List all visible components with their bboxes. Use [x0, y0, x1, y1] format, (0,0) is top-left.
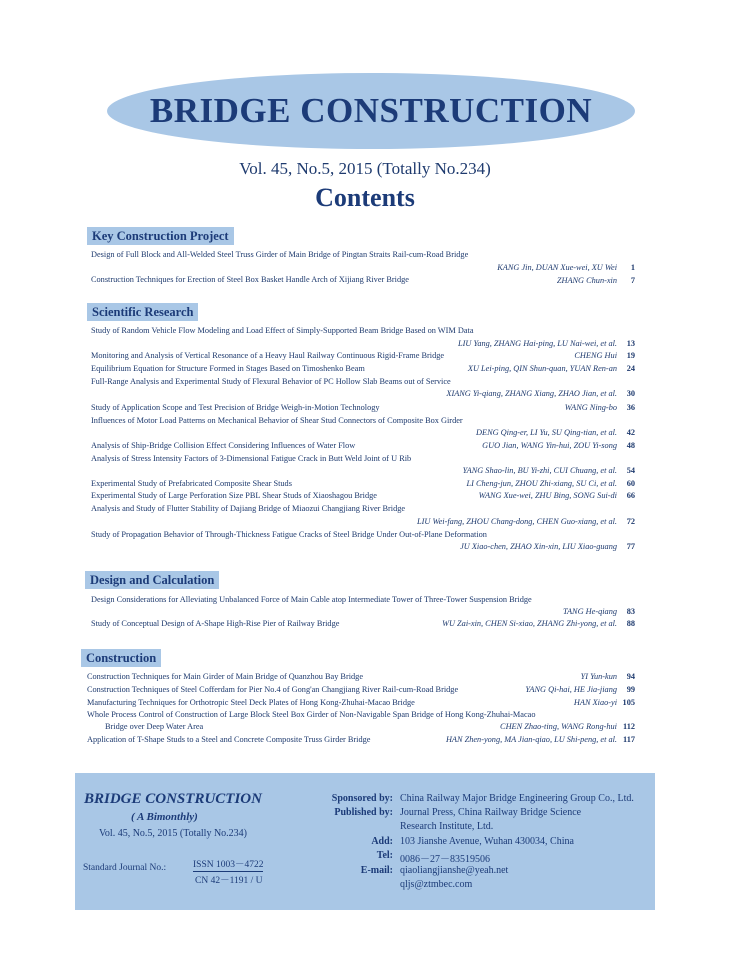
article-page: 36 — [626, 403, 635, 412]
publication-info-box — [75, 773, 655, 910]
section-label-design-calculation: Design and Calculation — [85, 571, 219, 589]
footer-journal-title: BRIDGE CONSTRUCTION — [84, 791, 262, 807]
section-label-key-construction: Key Construction Project — [87, 227, 234, 245]
footer-email-value-2[interactable]: qljs@ztmbec.com — [400, 879, 473, 890]
article-authors: TANG He-qiang — [562, 607, 617, 616]
article-authors: YANG Shao-lin, BU Yi-zhi, CUI Chuang, et al. — [462, 466, 617, 475]
article-page: 24 — [626, 364, 635, 373]
article-page: 60 — [626, 479, 635, 488]
article-authors: XIANG Yi-qiang, ZHANG Xiang, ZHAO Jian, et al. — [446, 389, 617, 398]
footer-tel-value: 0086－27－83519506 — [400, 854, 490, 865]
article-authors: CHENG Hui — [574, 351, 617, 360]
article-page: 83 — [626, 607, 635, 616]
footer-email-label: E-mail: — [360, 865, 393, 876]
article-authors: WU Zai-xin, CHEN Si-xiao, ZHANG Zhi-yong, et al. — [442, 619, 617, 628]
article-page: 48 — [626, 441, 635, 450]
article-authors: WANG Xue-wei, ZHU Bing, SONG Sui-di — [478, 491, 617, 500]
article-title: Construction Techniques for Main Girder of Main Bridge of Quanzhou Bay Bridge — [87, 672, 364, 681]
section-label-construction: Construction — [81, 649, 161, 667]
article-page: 1 — [630, 263, 635, 272]
article-page: 30 — [626, 389, 635, 398]
article-title: Study of Propagation Behavior of Through-Thickness Fatigue Cracks of Steel Bridge Under Out-of-Plane Deformation — [91, 530, 487, 539]
article-title: Manufacturing Techniques for Orthotropic Steel Deck Plates of Hong Kong-Zhuhai-Macao Bridge — [87, 698, 415, 707]
article-title-continued: Bridge over Deep Water Area — [105, 722, 204, 731]
article-title: Study of Application Scope and Test Precision of Bridge Weigh-in-Motion Technology — [91, 403, 380, 412]
article-page: 19 — [626, 351, 635, 360]
article-page: 42 — [626, 428, 635, 437]
article-title: Application of T-Shape Studs to a Steel and Concrete Composite Truss Girder Bridge — [87, 735, 371, 744]
article-authors: CHEN Zhao-ting, WANG Rong-hui — [500, 722, 617, 731]
article-title: Monitoring and Analysis of Vertical Resonance of a Heavy Haul Railway Continuous Rigid-Frame Bridge — [91, 351, 445, 360]
footer-published-label: Published by: — [334, 807, 393, 818]
article-title: Experimental Study of Prefabricated Composite Shear Studs — [91, 479, 292, 488]
footer-sponsored-label: Sponsored by: — [331, 793, 393, 804]
article-title: Analysis of Ship-Bridge Collision Effect Considering Influences of Water Flow — [91, 441, 356, 450]
article-authors: GUO Jian, WANG Yin-hui, ZOU Yi-song — [482, 441, 617, 450]
article-title: Full-Range Analysis and Experimental Study of Flexural Behavior of PC Hollow Slab Beams out of Service — [91, 377, 451, 386]
article-page: 112 — [623, 722, 635, 731]
article-authors: XU Lei-ping, QIN Shun-quan, YUAN Ren-an — [467, 364, 617, 373]
footer-address-label: Add: — [371, 836, 393, 847]
article-title: Analysis of Stress Intensity Factors of 3-Dimensional Fatigue Crack in Butt Weld Joint of U Rib — [91, 454, 412, 463]
article-authors: YANG Qi-hai, HE Jia-jiang — [525, 685, 617, 694]
article-title: Whole Process Control of Construction of Large Block Steel Box Girder of Non-Navigable Span Bridge of Hong Kong-Zhuhai-Macao — [87, 710, 536, 719]
article-authors: LIU Wei-fang, ZHOU Chang-dong, CHEN Guo-xiang, et al. — [417, 517, 617, 526]
article-authors: DENG Qing-er, LI Yu, SU Qing-tian, et al. — [476, 428, 617, 437]
article-title: Equilibrium Equation for Structure Formed in Stages Based on Timoshenko Beam — [91, 364, 365, 373]
article-authors: HAN Zhen-yong, MA Jian-qiao, LU Shi-peng, et al. — [445, 735, 617, 744]
article-authors: HAN Xiao-yi — [573, 698, 617, 707]
article-title: Study of Random Vehicle Flow Modeling and Load Effect of Simply-Supported Beam Bridge Based on WIM Data — [91, 326, 474, 335]
article-page: 99 — [626, 685, 635, 694]
article-page: 94 — [626, 672, 635, 681]
article-title: Design Considerations for Alleviating Unbalanced Force of Main Cable atop Intermediate Tower of Three-Tower Suspension Bridge — [91, 595, 532, 604]
footer-standard-label: Standard Journal No.: — [83, 863, 167, 873]
article-page: 88 — [626, 619, 635, 628]
article-title: Construction Techniques for Erection of Steel Box Basket Handle Arch of Xijiang River Bridge — [91, 275, 409, 284]
journal-title: BRIDGE CONSTRUCTION — [149, 91, 593, 130]
footer-cn: CN 42－1191 / U — [195, 876, 263, 886]
article-authors: LIU Yang, ZHANG Hai-ping, LU Nai-wei, et al. — [458, 339, 617, 348]
article-page: 77 — [626, 542, 635, 551]
article-authors: ZHANG Chun-xin — [556, 276, 617, 285]
footer-published-value: Journal Press, China Railway Bridge Science — [400, 807, 582, 818]
volume-line: Vol. 45, No.5, 2015 (Totally No.234) — [239, 159, 491, 178]
footer-issn: ISSN 1003－4722 — [193, 856, 263, 872]
footer-tel-label: Tel: — [376, 850, 393, 861]
footer-sponsored-value: China Railway Major Bridge Engineering Group Co., Ltd. — [400, 793, 634, 804]
article-page: 72 — [626, 517, 635, 526]
article-page: 66 — [626, 491, 635, 500]
article-title: Construction Techniques of Steel Cofferdam for Pier No.4 of Gong'an Changjiang River Rail-cum-Road Bridge — [87, 685, 459, 694]
footer-address-value: 103 Jianshe Avenue, Wuhan 430034, China — [400, 836, 574, 847]
footer-email-value[interactable]: qiaoliangjianshe@yeah.net — [400, 865, 509, 876]
article-title: Influences of Motor Load Patterns on Mechanical Behavior of Shear Stud Connectors of Composite Box Girder — [91, 416, 463, 425]
article-title: Study of Conceptual Design of A-Shape High-Rise Pier of Railway Bridge — [91, 619, 340, 628]
article-page: 105 — [622, 698, 635, 707]
article-authors: JU Xiao-chen, ZHAO Xin-xin, LIU Xiao-guang — [460, 542, 617, 551]
article-title: Design of Full Block and All-Welded Steel Truss Girder of Main Bridge of Pingtan Straits Rail-cum-Road Bridge — [91, 250, 469, 259]
contents-heading: Contents — [315, 183, 415, 212]
article-authors: LI Cheng-jun, ZHOU Zhi-xiang, SU Ci, et al. — [466, 479, 617, 488]
article-authors: YI Yun-kun — [580, 672, 617, 681]
article-page: 13 — [626, 339, 635, 348]
section-label-scientific-research: Scientific Research — [87, 303, 198, 321]
article-page: 54 — [626, 466, 635, 475]
footer-published-value-cont: Research Institute, Ltd. — [400, 821, 494, 832]
article-title: Analysis and Study of Flutter Stability of Dajiang Bridge of Miaozui Changjiang River Bridge — [91, 504, 406, 513]
article-title: Experimental Study of Large Perforation Size PBL Shear Studs of Xiaoshagou Bridge — [91, 491, 377, 500]
article-page: 117 — [623, 735, 635, 744]
journal-title-banner — [107, 73, 635, 149]
footer-volume: Vol. 45, No.5, 2015 (Totally No.234) — [99, 828, 247, 839]
footer-frequency: ( A Bimonthly) — [131, 811, 198, 823]
article-authors: KANG Jin, DUAN Xue-wei, XU Wei — [497, 263, 617, 272]
article-authors: WANG Ning-bo — [564, 403, 617, 412]
article-page: 7 — [630, 276, 635, 285]
